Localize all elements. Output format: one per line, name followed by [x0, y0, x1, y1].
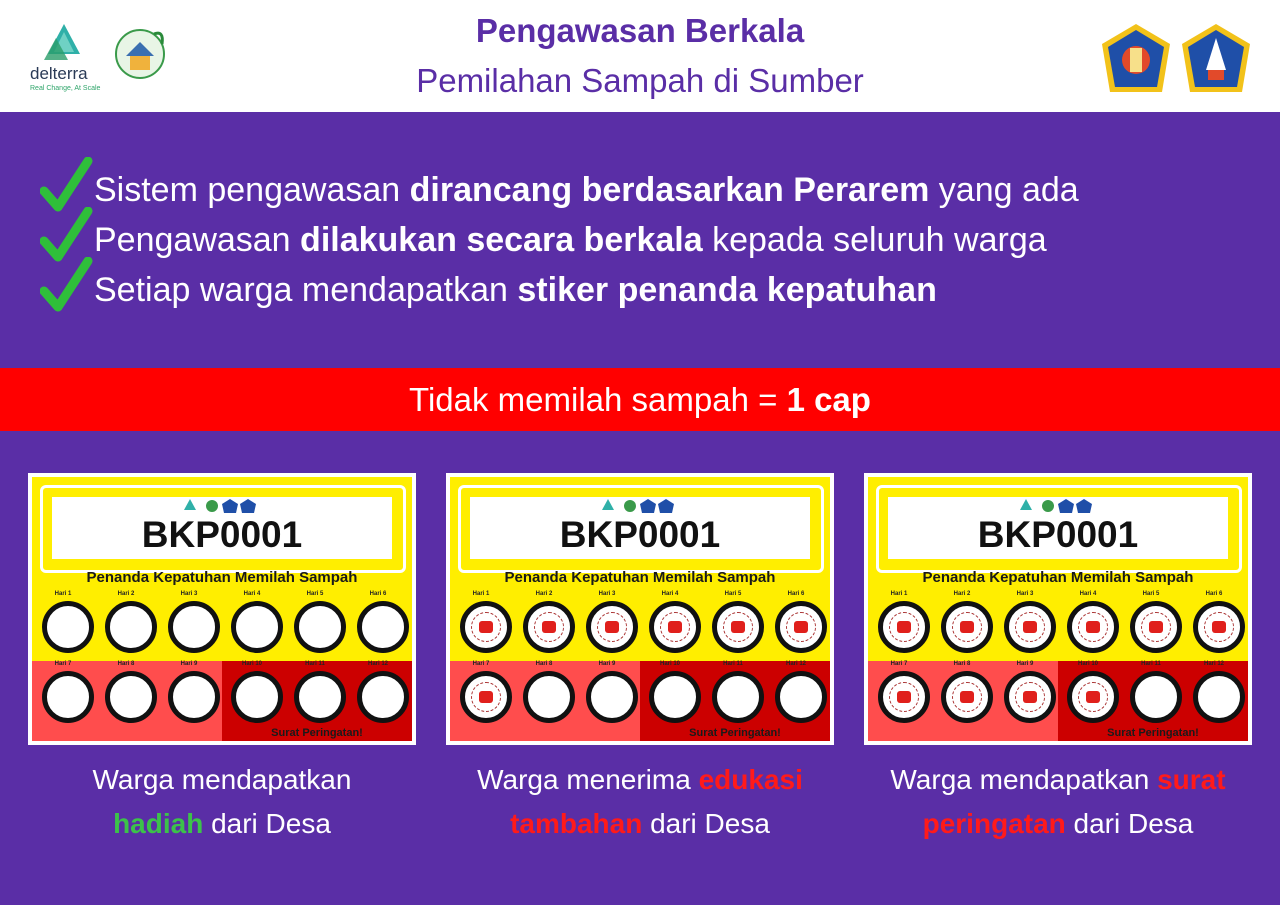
day-label: Hari 9: [1016, 661, 1034, 667]
household-code: BKP0001: [141, 514, 303, 555]
day-label: Hari 8: [535, 661, 553, 667]
stamp-slot: [460, 671, 512, 723]
stamp-icon: [794, 621, 808, 633]
day-label: Hari 1: [54, 591, 72, 597]
stamp-icon: [1086, 691, 1100, 703]
caption-warning-letter: Warga mendapatkan surat peringatan dari Desa: [890, 764, 1226, 839]
day-label: Hari 11: [1141, 661, 1161, 667]
warning-letter-label: Surat Peringatan!: [271, 727, 363, 739]
stamp-slot: [105, 671, 157, 723]
day-label: Hari 2: [117, 591, 135, 597]
delterra-wordmark: delterra: [30, 64, 88, 83]
sticker-logos-icon: [182, 498, 262, 514]
page-title: Pengawasan Berkala: [475, 12, 805, 49]
day-label: Hari 11: [305, 661, 325, 667]
stamp-slot: [649, 601, 701, 653]
stamp-icon: [1023, 691, 1037, 703]
stamp-slot: [105, 601, 157, 653]
stamp-slot: [1193, 671, 1245, 723]
sticker-subtitle: Penanda Kepatuhan Memilah Sampah: [86, 569, 358, 586]
stamp-icon: [897, 621, 911, 633]
warning-letter-label: Surat Peringatan!: [689, 727, 781, 739]
caption-reward: Warga mendapatkan hadiah dari Desa: [92, 764, 352, 839]
day-label: Hari 7: [54, 661, 72, 667]
day-label: Hari 12: [1203, 661, 1224, 667]
stamp-slot: [42, 671, 94, 723]
day-label: Hari 10: [659, 661, 680, 667]
stamp-slot: [941, 671, 993, 723]
day-label: Hari 7: [890, 661, 908, 667]
rule-banner: Tidak memilah sampah = 1 cap: [0, 368, 1280, 431]
page-subtitle: Pemilahan Sampah di Sumber: [416, 62, 864, 99]
stamp-icon: [897, 691, 911, 703]
stamp-slot: [1004, 671, 1056, 723]
stamp-icon: [1149, 621, 1163, 633]
stamp-slot: [712, 601, 764, 653]
stamp-slot: [712, 671, 764, 723]
stamp-slot: [878, 671, 930, 723]
stamp-slot: [231, 601, 283, 653]
stamp-slot: [775, 671, 827, 723]
sticker-subtitle: Penanda Kepatuhan Memilah Sampah: [922, 569, 1194, 586]
stamp-slot: [357, 601, 409, 653]
stamp-icon: [542, 621, 556, 633]
header-bar: [0, 0, 1280, 112]
checkmark-icon: [40, 257, 94, 319]
stamp-icon: [1023, 621, 1037, 633]
day-label: Hari 11: [723, 661, 743, 667]
compliance-sticker-card: [446, 473, 834, 745]
regency-seal-icon: [1102, 24, 1170, 92]
province-seal-icon: [1182, 24, 1250, 92]
day-label: Hari 6: [369, 591, 387, 597]
stamp-slot: [42, 601, 94, 653]
stamp-icon: [605, 621, 619, 633]
stamp-slot: [1067, 601, 1119, 653]
stamp-slot: [523, 671, 575, 723]
day-label: Hari 12: [367, 661, 388, 667]
stamp-icon: [668, 621, 682, 633]
day-label: Hari 12: [785, 661, 806, 667]
bullet-item: Pengawasan dilakukan secara berkala kepada seluruh warga: [40, 215, 1240, 265]
day-label: Hari 10: [1077, 661, 1098, 667]
stamp-icon: [1212, 621, 1226, 633]
stamp-slot: [168, 671, 220, 723]
stamp-icon: [479, 691, 493, 703]
stamp-slot: [357, 671, 409, 723]
stamp-slot: [878, 601, 930, 653]
stamp-slot: [649, 671, 701, 723]
government-logos-right: [1098, 22, 1258, 96]
stamp-slot: [294, 671, 346, 723]
day-label: Hari 4: [1079, 591, 1097, 597]
household-code: BKP0001: [559, 514, 721, 555]
day-label: Hari 1: [890, 591, 908, 597]
day-label: Hari 5: [306, 591, 324, 597]
stamp-slot: [168, 601, 220, 653]
sticker-subtitle: Penanda Kepatuhan Memilah Sampah: [504, 569, 776, 586]
stamp-slot: [231, 671, 283, 723]
household-code: BKP0001: [977, 514, 1139, 555]
day-label: Hari 4: [661, 591, 679, 597]
delterra-tagline: Real Change, At Scale: [30, 85, 101, 92]
bullet-list: [40, 165, 1240, 315]
bullet-item: Setiap warga mendapatkan stiker penanda kepatuhan: [40, 265, 1240, 315]
stamp-icon: [1086, 621, 1100, 633]
stamp-slot: [586, 671, 638, 723]
caption-education: Warga menerima edukasi tambahan dari Desa: [477, 764, 803, 839]
stamp-slot: [1067, 671, 1119, 723]
stamp-slot: [1193, 601, 1245, 653]
stamp-slot: [1130, 671, 1182, 723]
day-label: Hari 4: [243, 591, 261, 597]
day-label: Hari 2: [535, 591, 553, 597]
day-label: Hari 3: [1016, 591, 1034, 597]
stamp-slot: [1004, 601, 1056, 653]
stamp-slot: [460, 601, 512, 653]
day-label: Hari 5: [1142, 591, 1160, 597]
stamp-slot: [586, 601, 638, 653]
day-label: Hari 7: [472, 661, 490, 667]
day-label: Hari 10: [241, 661, 262, 667]
day-label: Hari 6: [1205, 591, 1223, 597]
day-label: Hari 3: [180, 591, 198, 597]
day-label: Hari 8: [117, 661, 135, 667]
day-label: Hari 8: [953, 661, 971, 667]
day-label: Hari 9: [598, 661, 616, 667]
stamp-slot: [523, 601, 575, 653]
stamp-slot: [294, 601, 346, 653]
sticker-logos-icon: [1018, 498, 1098, 514]
bullet-item: Sistem pengawasan dirancang berdasarkan Perarem yang ada: [40, 165, 1240, 215]
day-label: Hari 2: [953, 591, 971, 597]
stamp-slot: [775, 601, 827, 653]
compliance-sticker-card: [864, 473, 1252, 745]
stamp-icon: [479, 621, 493, 633]
stamp-slot: [1130, 601, 1182, 653]
day-label: Hari 6: [787, 591, 805, 597]
stamp-icon: [731, 621, 745, 633]
day-label: Hari 5: [724, 591, 742, 597]
sticker-logos-icon: [600, 498, 680, 514]
day-label: Hari 9: [180, 661, 198, 667]
compliance-sticker-card: [28, 473, 416, 745]
day-label: Hari 3: [598, 591, 616, 597]
day-label: Hari 1: [472, 591, 490, 597]
stamp-icon: [960, 691, 974, 703]
stamp-icon: [960, 621, 974, 633]
stamp-slot: [941, 601, 993, 653]
warning-letter-label: Surat Peringatan!: [1107, 727, 1199, 739]
